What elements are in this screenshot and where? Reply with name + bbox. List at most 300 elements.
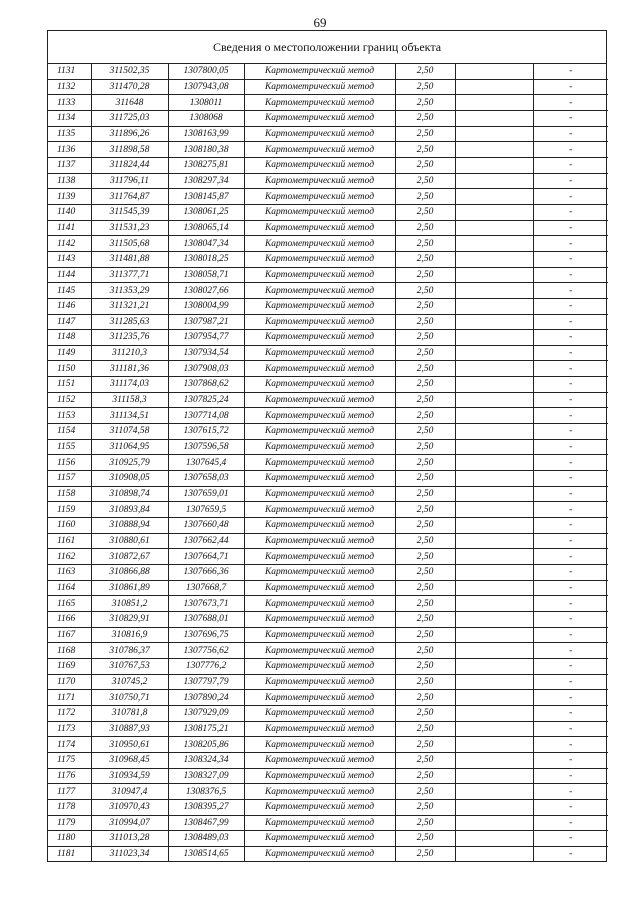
point-number-cell: 1146: [48, 298, 91, 314]
point-number-cell: 1178: [48, 799, 91, 815]
method-cell: Картометрический метод: [244, 799, 395, 815]
point-number-cell: 1139: [48, 189, 91, 205]
method-cell: Картометрический метод: [244, 314, 395, 330]
description-cell: -: [533, 658, 608, 674]
accuracy-cell: 2,50: [395, 361, 455, 377]
description-cell: -: [533, 721, 608, 737]
point-number-cell: 1163: [48, 565, 91, 581]
description-cell: -: [533, 408, 608, 424]
table-row: [48, 236, 608, 252]
y-coordinate-cell: 1308058,71: [168, 267, 244, 283]
table-row: [48, 79, 608, 95]
accuracy-cell: 2,50: [395, 737, 455, 753]
y-coordinate-cell: 1307943,08: [168, 79, 244, 95]
table-row: [48, 157, 608, 173]
description-cell: -: [533, 220, 608, 236]
y-coordinate-cell: 1308068: [168, 110, 244, 126]
accuracy-cell: 2,50: [395, 157, 455, 173]
boundary-table-sheet: [47, 30, 607, 862]
description-cell: -: [533, 377, 608, 393]
accuracy-cell: 2,50: [395, 330, 455, 346]
description-cell: -: [533, 471, 608, 487]
empty-cell: [455, 643, 533, 659]
boundary-points-table: [48, 64, 608, 861]
point-number-cell: 1142: [48, 236, 91, 252]
method-cell: Картометрический метод: [244, 236, 395, 252]
method-cell: Картометрический метод: [244, 267, 395, 283]
y-coordinate-cell: 1307615,72: [168, 424, 244, 440]
accuracy-cell: 2,50: [395, 220, 455, 236]
table-row: [48, 846, 608, 861]
y-coordinate-cell: 1307688,01: [168, 611, 244, 627]
empty-cell: [455, 784, 533, 800]
empty-cell: [455, 345, 533, 361]
method-cell: Картометрический метод: [244, 455, 395, 471]
method-cell: Картометрический метод: [244, 471, 395, 487]
empty-cell: [455, 768, 533, 784]
y-coordinate-cell: 1307868,62: [168, 377, 244, 393]
method-cell: Картометрический метод: [244, 846, 395, 861]
x-coordinate-cell: 311158,3: [91, 392, 168, 408]
table-row: [48, 784, 608, 800]
accuracy-cell: 2,50: [395, 314, 455, 330]
x-coordinate-cell: 311377,71: [91, 267, 168, 283]
description-cell: -: [533, 142, 608, 158]
method-cell: Картометрический метод: [244, 658, 395, 674]
y-coordinate-cell: 1307908,03: [168, 361, 244, 377]
table-row: [48, 596, 608, 612]
method-cell: Картометрический метод: [244, 549, 395, 565]
description-cell: -: [533, 251, 608, 267]
point-number-cell: 1149: [48, 345, 91, 361]
point-number-cell: 1144: [48, 267, 91, 283]
x-coordinate-cell: 311481,88: [91, 251, 168, 267]
method-cell: Картометрический метод: [244, 502, 395, 518]
method-cell: Картометрический метод: [244, 752, 395, 768]
accuracy-cell: 2,50: [395, 142, 455, 158]
point-number-cell: 1174: [48, 737, 91, 753]
description-cell: -: [533, 768, 608, 784]
method-cell: Картометрический метод: [244, 189, 395, 205]
point-number-cell: 1161: [48, 533, 91, 549]
method-cell: Картометрический метод: [244, 580, 395, 596]
y-coordinate-cell: 1307666,36: [168, 565, 244, 581]
point-number-cell: 1157: [48, 471, 91, 487]
empty-cell: [455, 518, 533, 534]
x-coordinate-cell: 310970,43: [91, 799, 168, 815]
x-coordinate-cell: 311074,58: [91, 424, 168, 440]
empty-cell: [455, 502, 533, 518]
point-number-cell: 1153: [48, 408, 91, 424]
x-coordinate-cell: 311470,28: [91, 79, 168, 95]
accuracy-cell: 2,50: [395, 455, 455, 471]
point-number-cell: 1147: [48, 314, 91, 330]
table-caption: Сведения о местоположении границ объекта: [48, 31, 606, 64]
description-cell: -: [533, 439, 608, 455]
x-coordinate-cell: 310745,2: [91, 674, 168, 690]
y-coordinate-cell: 1308065,14: [168, 220, 244, 236]
description-cell: -: [533, 627, 608, 643]
description-cell: -: [533, 283, 608, 299]
method-cell: Картометрический метод: [244, 392, 395, 408]
table-row: [48, 204, 608, 220]
empty-cell: [455, 831, 533, 847]
y-coordinate-cell: 1307890,24: [168, 690, 244, 706]
point-number-cell: 1141: [48, 220, 91, 236]
description-cell: -: [533, 189, 608, 205]
point-number-cell: 1165: [48, 596, 91, 612]
method-cell: Картометрический метод: [244, 424, 395, 440]
x-coordinate-cell: 310767,53: [91, 658, 168, 674]
accuracy-cell: 2,50: [395, 533, 455, 549]
description-cell: -: [533, 705, 608, 721]
x-coordinate-cell: 311023,34: [91, 846, 168, 861]
accuracy-cell: 2,50: [395, 298, 455, 314]
table-row: [48, 690, 608, 706]
x-coordinate-cell: 310968,45: [91, 752, 168, 768]
empty-cell: [455, 283, 533, 299]
table-row: [48, 189, 608, 205]
accuracy-cell: 2,50: [395, 799, 455, 815]
description-cell: -: [533, 110, 608, 126]
table-row: [48, 455, 608, 471]
empty-cell: [455, 486, 533, 502]
x-coordinate-cell: 310861,89: [91, 580, 168, 596]
x-coordinate-cell: 310893,84: [91, 502, 168, 518]
x-coordinate-cell: 311725,03: [91, 110, 168, 126]
y-coordinate-cell: 1308027,66: [168, 283, 244, 299]
x-coordinate-cell: 311898,58: [91, 142, 168, 158]
accuracy-cell: 2,50: [395, 173, 455, 189]
empty-cell: [455, 721, 533, 737]
accuracy-cell: 2,50: [395, 815, 455, 831]
table-row: [48, 298, 608, 314]
point-number-cell: 1155: [48, 439, 91, 455]
description-cell: -: [533, 565, 608, 581]
empty-cell: [455, 377, 533, 393]
y-coordinate-cell: 1308163,99: [168, 126, 244, 142]
x-coordinate-cell: 311174,03: [91, 377, 168, 393]
empty-cell: [455, 533, 533, 549]
method-cell: Картометрический метод: [244, 596, 395, 612]
accuracy-cell: 2,50: [395, 658, 455, 674]
y-coordinate-cell: 1307929,09: [168, 705, 244, 721]
point-number-cell: 1138: [48, 173, 91, 189]
description-cell: -: [533, 126, 608, 142]
empty-cell: [455, 361, 533, 377]
method-cell: Картометрический метод: [244, 611, 395, 627]
y-coordinate-cell: 1307658,03: [168, 471, 244, 487]
accuracy-cell: 2,50: [395, 251, 455, 267]
x-coordinate-cell: 311545,39: [91, 204, 168, 220]
method-cell: Картометрический метод: [244, 330, 395, 346]
table-row: [48, 674, 608, 690]
point-number-cell: 1137: [48, 157, 91, 173]
empty-cell: [455, 298, 533, 314]
table-row: [48, 705, 608, 721]
y-coordinate-cell: 1308145,87: [168, 189, 244, 205]
description-cell: -: [533, 502, 608, 518]
point-number-cell: 1154: [48, 424, 91, 440]
description-cell: -: [533, 361, 608, 377]
point-number-cell: 1170: [48, 674, 91, 690]
point-number-cell: 1133: [48, 95, 91, 111]
page-number: 69: [313, 15, 327, 30]
y-coordinate-cell: 1307797,79: [168, 674, 244, 690]
empty-cell: [455, 455, 533, 471]
y-coordinate-cell: 1307668,7: [168, 580, 244, 596]
y-coordinate-cell: 1307662,44: [168, 533, 244, 549]
description-cell: -: [533, 173, 608, 189]
table-row: [48, 580, 608, 596]
point-number-cell: 1143: [48, 251, 91, 267]
description-cell: -: [533, 330, 608, 346]
point-number-cell: 1159: [48, 502, 91, 518]
point-number-cell: 1148: [48, 330, 91, 346]
x-coordinate-cell: 310887,93: [91, 721, 168, 737]
x-coordinate-cell: 310947,4: [91, 784, 168, 800]
point-number-cell: 1172: [48, 705, 91, 721]
description-cell: -: [533, 580, 608, 596]
point-number-cell: 1176: [48, 768, 91, 784]
accuracy-cell: 2,50: [395, 439, 455, 455]
table-row: [48, 64, 608, 79]
accuracy-cell: 2,50: [395, 189, 455, 205]
description-cell: -: [533, 157, 608, 173]
empty-cell: [455, 799, 533, 815]
x-coordinate-cell: 311502,35: [91, 64, 168, 79]
y-coordinate-cell: 1308275,81: [168, 157, 244, 173]
description-cell: -: [533, 737, 608, 753]
accuracy-cell: 2,50: [395, 236, 455, 252]
table-row: [48, 502, 608, 518]
point-number-cell: 1173: [48, 721, 91, 737]
point-number-cell: 1164: [48, 580, 91, 596]
method-cell: Картометрический метод: [244, 784, 395, 800]
table-row: [48, 110, 608, 126]
table-row: [48, 627, 608, 643]
x-coordinate-cell: 310880,61: [91, 533, 168, 549]
empty-cell: [455, 674, 533, 690]
table-row: [48, 377, 608, 393]
method-cell: Картометрический метод: [244, 361, 395, 377]
x-coordinate-cell: 310925,79: [91, 455, 168, 471]
y-coordinate-cell: 1307954,77: [168, 330, 244, 346]
description-cell: -: [533, 549, 608, 565]
y-coordinate-cell: 1308467,99: [168, 815, 244, 831]
method-cell: Картометрический метод: [244, 95, 395, 111]
point-number-cell: 1151: [48, 377, 91, 393]
empty-cell: [455, 157, 533, 173]
description-cell: -: [533, 690, 608, 706]
point-number-cell: 1134: [48, 110, 91, 126]
point-number-cell: 1162: [48, 549, 91, 565]
table-row: [48, 658, 608, 674]
method-cell: Картометрический метод: [244, 690, 395, 706]
y-coordinate-cell: 1308061,25: [168, 204, 244, 220]
x-coordinate-cell: 310950,61: [91, 737, 168, 753]
method-cell: Картометрический метод: [244, 220, 395, 236]
method-cell: Картометрический метод: [244, 377, 395, 393]
accuracy-cell: 2,50: [395, 392, 455, 408]
table-row: [48, 142, 608, 158]
empty-cell: [455, 95, 533, 111]
point-number-cell: 1180: [48, 831, 91, 847]
y-coordinate-cell: 1307664,71: [168, 549, 244, 565]
method-cell: Картометрический метод: [244, 173, 395, 189]
y-coordinate-cell: 1308324,34: [168, 752, 244, 768]
table-row: [48, 126, 608, 142]
x-coordinate-cell: 311531,23: [91, 220, 168, 236]
table-row: [48, 345, 608, 361]
accuracy-cell: 2,50: [395, 110, 455, 126]
description-cell: -: [533, 674, 608, 690]
y-coordinate-cell: 1307934,54: [168, 345, 244, 361]
y-coordinate-cell: 1307673,71: [168, 596, 244, 612]
empty-cell: [455, 565, 533, 581]
empty-cell: [455, 220, 533, 236]
accuracy-cell: 2,50: [395, 204, 455, 220]
description-cell: -: [533, 424, 608, 440]
empty-cell: [455, 110, 533, 126]
point-number-cell: 1166: [48, 611, 91, 627]
accuracy-cell: 2,50: [395, 768, 455, 784]
accuracy-cell: 2,50: [395, 408, 455, 424]
point-number-cell: 1160: [48, 518, 91, 534]
y-coordinate-cell: 1307987,21: [168, 314, 244, 330]
table-row: [48, 518, 608, 534]
empty-cell: [455, 314, 533, 330]
empty-cell: [455, 580, 533, 596]
table-row: [48, 283, 608, 299]
description-cell: -: [533, 643, 608, 659]
description-cell: -: [533, 752, 608, 768]
accuracy-cell: 2,50: [395, 471, 455, 487]
y-coordinate-cell: 1308180,38: [168, 142, 244, 158]
table-row: [48, 95, 608, 111]
accuracy-cell: 2,50: [395, 345, 455, 361]
method-cell: Картометрический метод: [244, 157, 395, 173]
table-row: [48, 565, 608, 581]
y-coordinate-cell: 1308018,25: [168, 251, 244, 267]
y-coordinate-cell: 1307659,5: [168, 502, 244, 518]
table-row: [48, 768, 608, 784]
empty-cell: [455, 549, 533, 565]
x-coordinate-cell: 311235,76: [91, 330, 168, 346]
point-number-cell: 1150: [48, 361, 91, 377]
point-number-cell: 1156: [48, 455, 91, 471]
description-cell: -: [533, 455, 608, 471]
method-cell: Картометрический метод: [244, 298, 395, 314]
empty-cell: [455, 815, 533, 831]
x-coordinate-cell: 310786,37: [91, 643, 168, 659]
table-row: [48, 439, 608, 455]
y-coordinate-cell: 1307596,58: [168, 439, 244, 455]
table-row: [48, 611, 608, 627]
point-number-cell: 1158: [48, 486, 91, 502]
x-coordinate-cell: 311013,28: [91, 831, 168, 847]
table-row: [48, 752, 608, 768]
method-cell: Картометрический метод: [244, 439, 395, 455]
description-cell: -: [533, 204, 608, 220]
point-number-cell: 1145: [48, 283, 91, 299]
y-coordinate-cell: 1308047,34: [168, 236, 244, 252]
method-cell: Картометрический метод: [244, 721, 395, 737]
method-cell: Картометрический метод: [244, 768, 395, 784]
x-coordinate-cell: 310908,05: [91, 471, 168, 487]
accuracy-cell: 2,50: [395, 580, 455, 596]
method-cell: Картометрический метод: [244, 110, 395, 126]
empty-cell: [455, 471, 533, 487]
empty-cell: [455, 267, 533, 283]
description-cell: -: [533, 533, 608, 549]
y-coordinate-cell: 1308395,27: [168, 799, 244, 815]
method-cell: Картометрический метод: [244, 64, 395, 79]
method-cell: Картометрический метод: [244, 486, 395, 502]
table-row: [48, 424, 608, 440]
y-coordinate-cell: 1308327,09: [168, 768, 244, 784]
description-cell: -: [533, 392, 608, 408]
description-cell: -: [533, 314, 608, 330]
y-coordinate-cell: 1308011: [168, 95, 244, 111]
y-coordinate-cell: 1307645,4: [168, 455, 244, 471]
empty-cell: [455, 330, 533, 346]
table-row: [48, 173, 608, 189]
description-cell: -: [533, 799, 608, 815]
y-coordinate-cell: 1307696,75: [168, 627, 244, 643]
x-coordinate-cell: 311181,36: [91, 361, 168, 377]
empty-cell: [455, 658, 533, 674]
y-coordinate-cell: 1308297,34: [168, 173, 244, 189]
accuracy-cell: 2,50: [395, 705, 455, 721]
description-cell: -: [533, 784, 608, 800]
point-number-cell: 1181: [48, 846, 91, 861]
description-cell: -: [533, 831, 608, 847]
description-cell: -: [533, 596, 608, 612]
description-cell: -: [533, 486, 608, 502]
x-coordinate-cell: 310816,9: [91, 627, 168, 643]
table-row: [48, 267, 608, 283]
empty-cell: [455, 189, 533, 205]
x-coordinate-cell: 310829,91: [91, 611, 168, 627]
accuracy-cell: 2,50: [395, 565, 455, 581]
empty-cell: [455, 752, 533, 768]
accuracy-cell: 2,50: [395, 64, 455, 79]
empty-cell: [455, 173, 533, 189]
x-coordinate-cell: 310866,88: [91, 565, 168, 581]
accuracy-cell: 2,50: [395, 831, 455, 847]
method-cell: Картометрический метод: [244, 674, 395, 690]
x-coordinate-cell: 310888,94: [91, 518, 168, 534]
empty-cell: [455, 64, 533, 79]
empty-cell: [455, 611, 533, 627]
method-cell: Картометрический метод: [244, 345, 395, 361]
y-coordinate-cell: 1307660,48: [168, 518, 244, 534]
accuracy-cell: 2,50: [395, 752, 455, 768]
empty-cell: [455, 142, 533, 158]
y-coordinate-cell: 1308376,5: [168, 784, 244, 800]
accuracy-cell: 2,50: [395, 424, 455, 440]
table-body: [48, 64, 608, 861]
y-coordinate-cell: 1307776,2: [168, 658, 244, 674]
x-coordinate-cell: 310872,67: [91, 549, 168, 565]
x-coordinate-cell: 311285,63: [91, 314, 168, 330]
method-cell: Картометрический метод: [244, 533, 395, 549]
description-cell: -: [533, 345, 608, 361]
empty-cell: [455, 690, 533, 706]
point-number-cell: 1168: [48, 643, 91, 659]
table-row: [48, 549, 608, 565]
